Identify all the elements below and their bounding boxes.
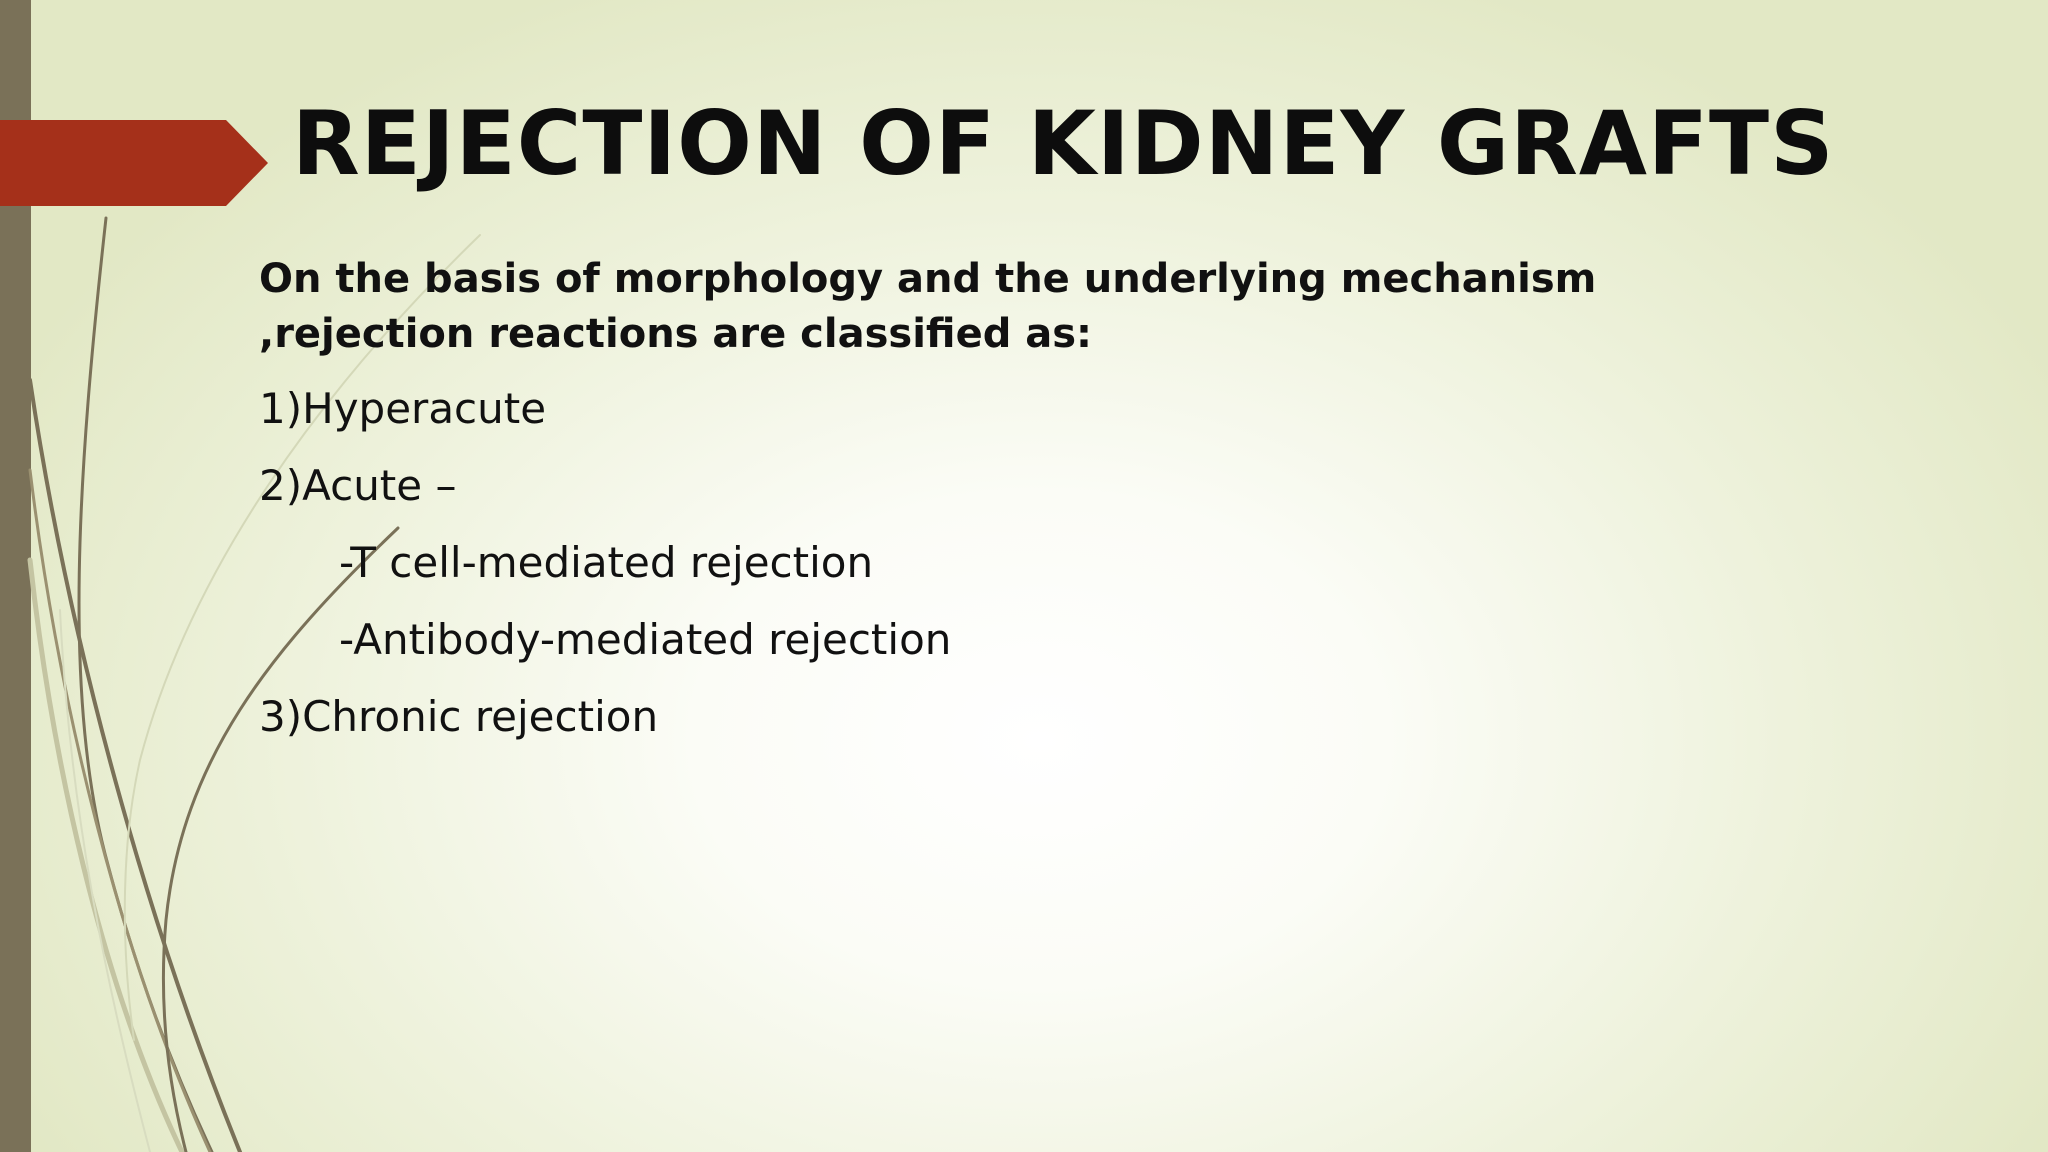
list-item-acute: 2)Acute –	[259, 461, 457, 510]
sub-item-t-cell: -T cell-mediated rejection	[339, 538, 874, 587]
slide-title: REJECTION OF KIDNEY GRAFTS	[292, 92, 1835, 195]
title-arrow-banner	[0, 120, 268, 206]
intro-text: On the basis of morphology and the underlying mechanism ,rejection reactions are classified as:	[259, 256, 1597, 357]
list-item-chronic: 3)Chronic rejection	[259, 692, 659, 741]
slide-body	[259, 252, 1819, 742]
sub-item-antibody: -Antibody-mediated rejection	[339, 615, 952, 664]
list-item-hyperacute: 1)Hyperacute	[259, 384, 547, 433]
